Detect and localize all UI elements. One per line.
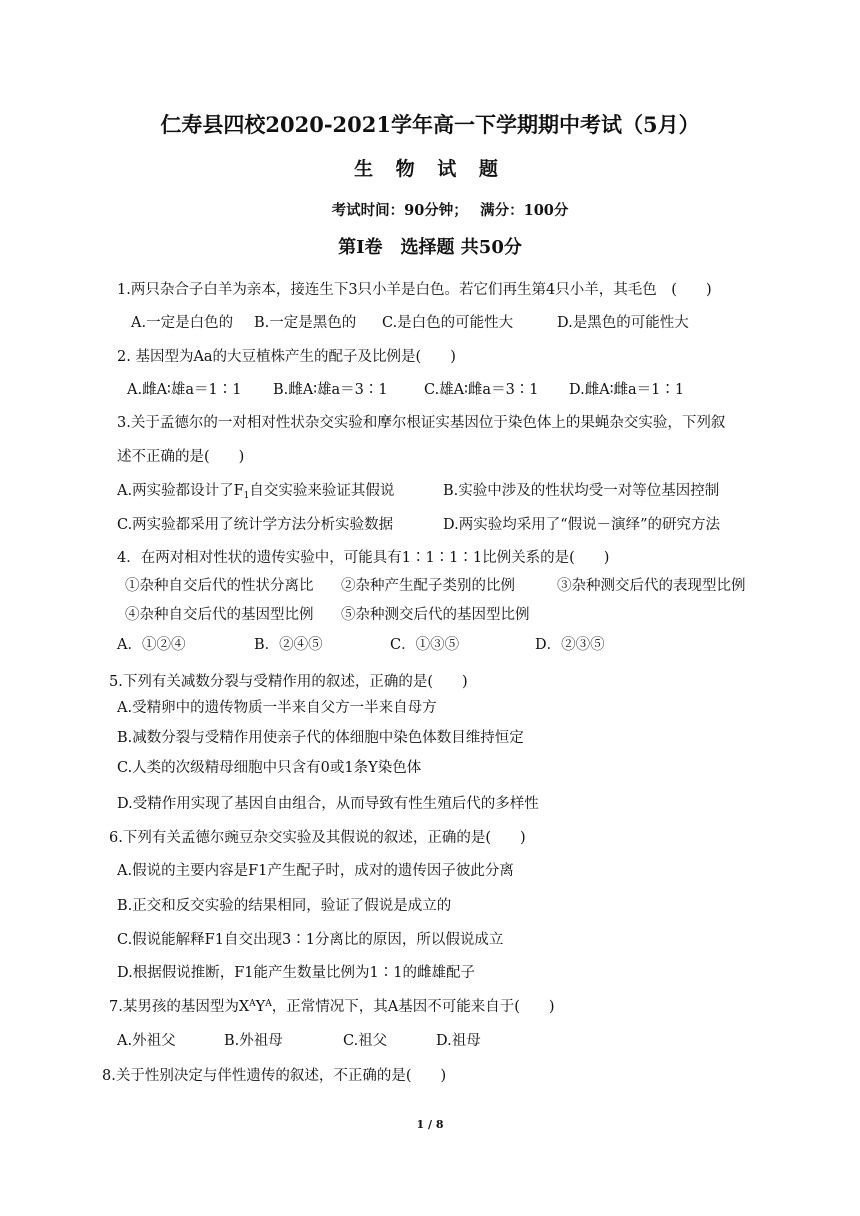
question-7-stem-text: 7.某男孩的基因型为X	[109, 999, 250, 1015]
question-1-option-b: B.一定是黑色的	[254, 315, 357, 331]
question-1-option-c: C.是白色的可能性大	[382, 315, 514, 331]
question-4-item-1: ①杂种自交后代的性状分离比	[125, 578, 314, 594]
question-3-stem-line-1: 3.关于孟德尔的一对相对性状杂交实验和摩尔根证实基因位于染色体上的果蝇杂交实验，下列叙	[117, 415, 726, 431]
section-title: 第Ⅰ卷 选择题 共50分	[338, 237, 522, 258]
question-6-option-a: A.假说的主要内容是F1产生配子时，成对的遗传因子彼此分离	[117, 863, 514, 879]
question-7-superscript-1: A	[249, 999, 256, 1009]
exam-title: 仁寿县四校2020-2021学年高一下学期期中考试（5月）	[160, 112, 700, 137]
question-4-item-2: ②杂种产生配子类别的比例	[341, 578, 515, 594]
question-7-option-d: D.祖母	[436, 1033, 481, 1049]
question-3-option-b: B.实验中涉及的性状均受一对等位基因控制	[443, 483, 720, 499]
question-4-option-c: C．①③⑤	[390, 637, 460, 653]
question-1-option-d: D.是黑色的可能性大	[557, 315, 689, 331]
question-6-stem: 6.下列有关孟德尔豌豆杂交实验及其假说的叙述，正确的是( )	[109, 830, 526, 846]
question-3-option-a	[117, 482, 394, 502]
question-2-option-c: C.雄A∶雌a＝3∶1	[424, 382, 539, 398]
question-4-item-3: ③杂种测交后代的表现型比例	[557, 578, 746, 594]
subject-title: 生 物 试 题	[354, 158, 506, 180]
question-7-option-b: B.外祖母	[224, 1033, 283, 1049]
question-5-option-a: A.受精卵中的遗传物质一半来自父方一半来自母方	[117, 700, 437, 716]
question-4-item-4: ④杂种自交后代的基因型比例	[125, 607, 314, 623]
question-3-option-a-rest: 自交实验来验证其假说	[249, 483, 395, 499]
question-1-stem: 1.两只杂合子白羊为亲本，接连生下3只小羊是白色。若它们再生第4只小羊，其毛色 ( )	[117, 282, 712, 298]
question-6-option-b: B.正交和反交实验的结果相同，验证了假说是成立的	[117, 898, 452, 914]
exam-info: 考试时间：90分钟； 满分：100分	[331, 202, 569, 219]
page-number: 1 / 8	[416, 1118, 444, 1131]
question-5-option-b: B.减数分裂与受精作用使亲子代的体细胞中染色体数目维持恒定	[117, 730, 524, 746]
question-6-option-d: D.根据假说推断，F1能产生数量比例为1∶1的雌雄配子	[117, 965, 475, 981]
question-2-option-a: A.雌A∶雄a＝1∶1	[127, 382, 242, 398]
question-3-option-a-subscript: 1	[243, 491, 250, 501]
question-4-option-a: A．①②④	[117, 637, 186, 653]
question-5-option-c: C.人类的次级精母细胞中只含有0或1条Y染色体	[117, 760, 422, 776]
question-7-option-a: A.外祖父	[117, 1033, 176, 1049]
question-6-option-c: C.假说能解释F1自交出现3∶1分离比的原因，所以假说成立	[117, 932, 504, 948]
question-4-option-b: B．②④⑤	[254, 637, 323, 653]
question-7-superscript-2: A	[265, 999, 272, 1009]
question-4-item-5: ⑤杂种测交后代的基因型比例	[341, 607, 530, 623]
question-4-stem: 4．在两对相对性状的遗传实验中，可能具有1∶1∶1∶1比例关系的是( )	[117, 550, 610, 566]
question-3-stem-line-2: 述不正确的是( )	[117, 449, 245, 465]
question-2-option-d: D.雌A∶雌a＝1∶1	[569, 382, 685, 398]
question-2-stem: 2. 基因型为Aa的大豆植株产生的配子及比例是( )	[117, 349, 456, 365]
question-8-stem: 8.关于性别决定与伴性遗传的叙述，不正确的是( )	[102, 1068, 447, 1084]
question-3-option-d: D.两实验均采用了“假说－演绎”的研究方法	[443, 517, 721, 533]
question-2-option-b: B.雌A∶雄a＝3∶1	[273, 382, 388, 398]
question-4-option-d: D．②③⑤	[535, 637, 605, 653]
question-7-stem-rest: ，正常情况下，其A基因不可能来自于( )	[271, 999, 555, 1015]
question-7-stem	[109, 998, 555, 1018]
question-3-option-a-text: A.两实验都设计了F	[117, 483, 244, 499]
question-5-option-d: D.受精作用实现了基因自由组合，从而导致有性生殖后代的多样性	[117, 796, 539, 812]
question-1-option-a: A.一定是白色的	[131, 315, 234, 331]
question-7-stem-y: Y	[255, 999, 266, 1015]
question-7-option-c: C.祖父	[343, 1033, 388, 1049]
question-3-option-c: C.两实验都采用了统计学方法分析实验数据	[117, 517, 394, 533]
question-5-stem: 5.下列有关减数分裂与受精作用的叙述，正确的是( )	[109, 674, 468, 690]
